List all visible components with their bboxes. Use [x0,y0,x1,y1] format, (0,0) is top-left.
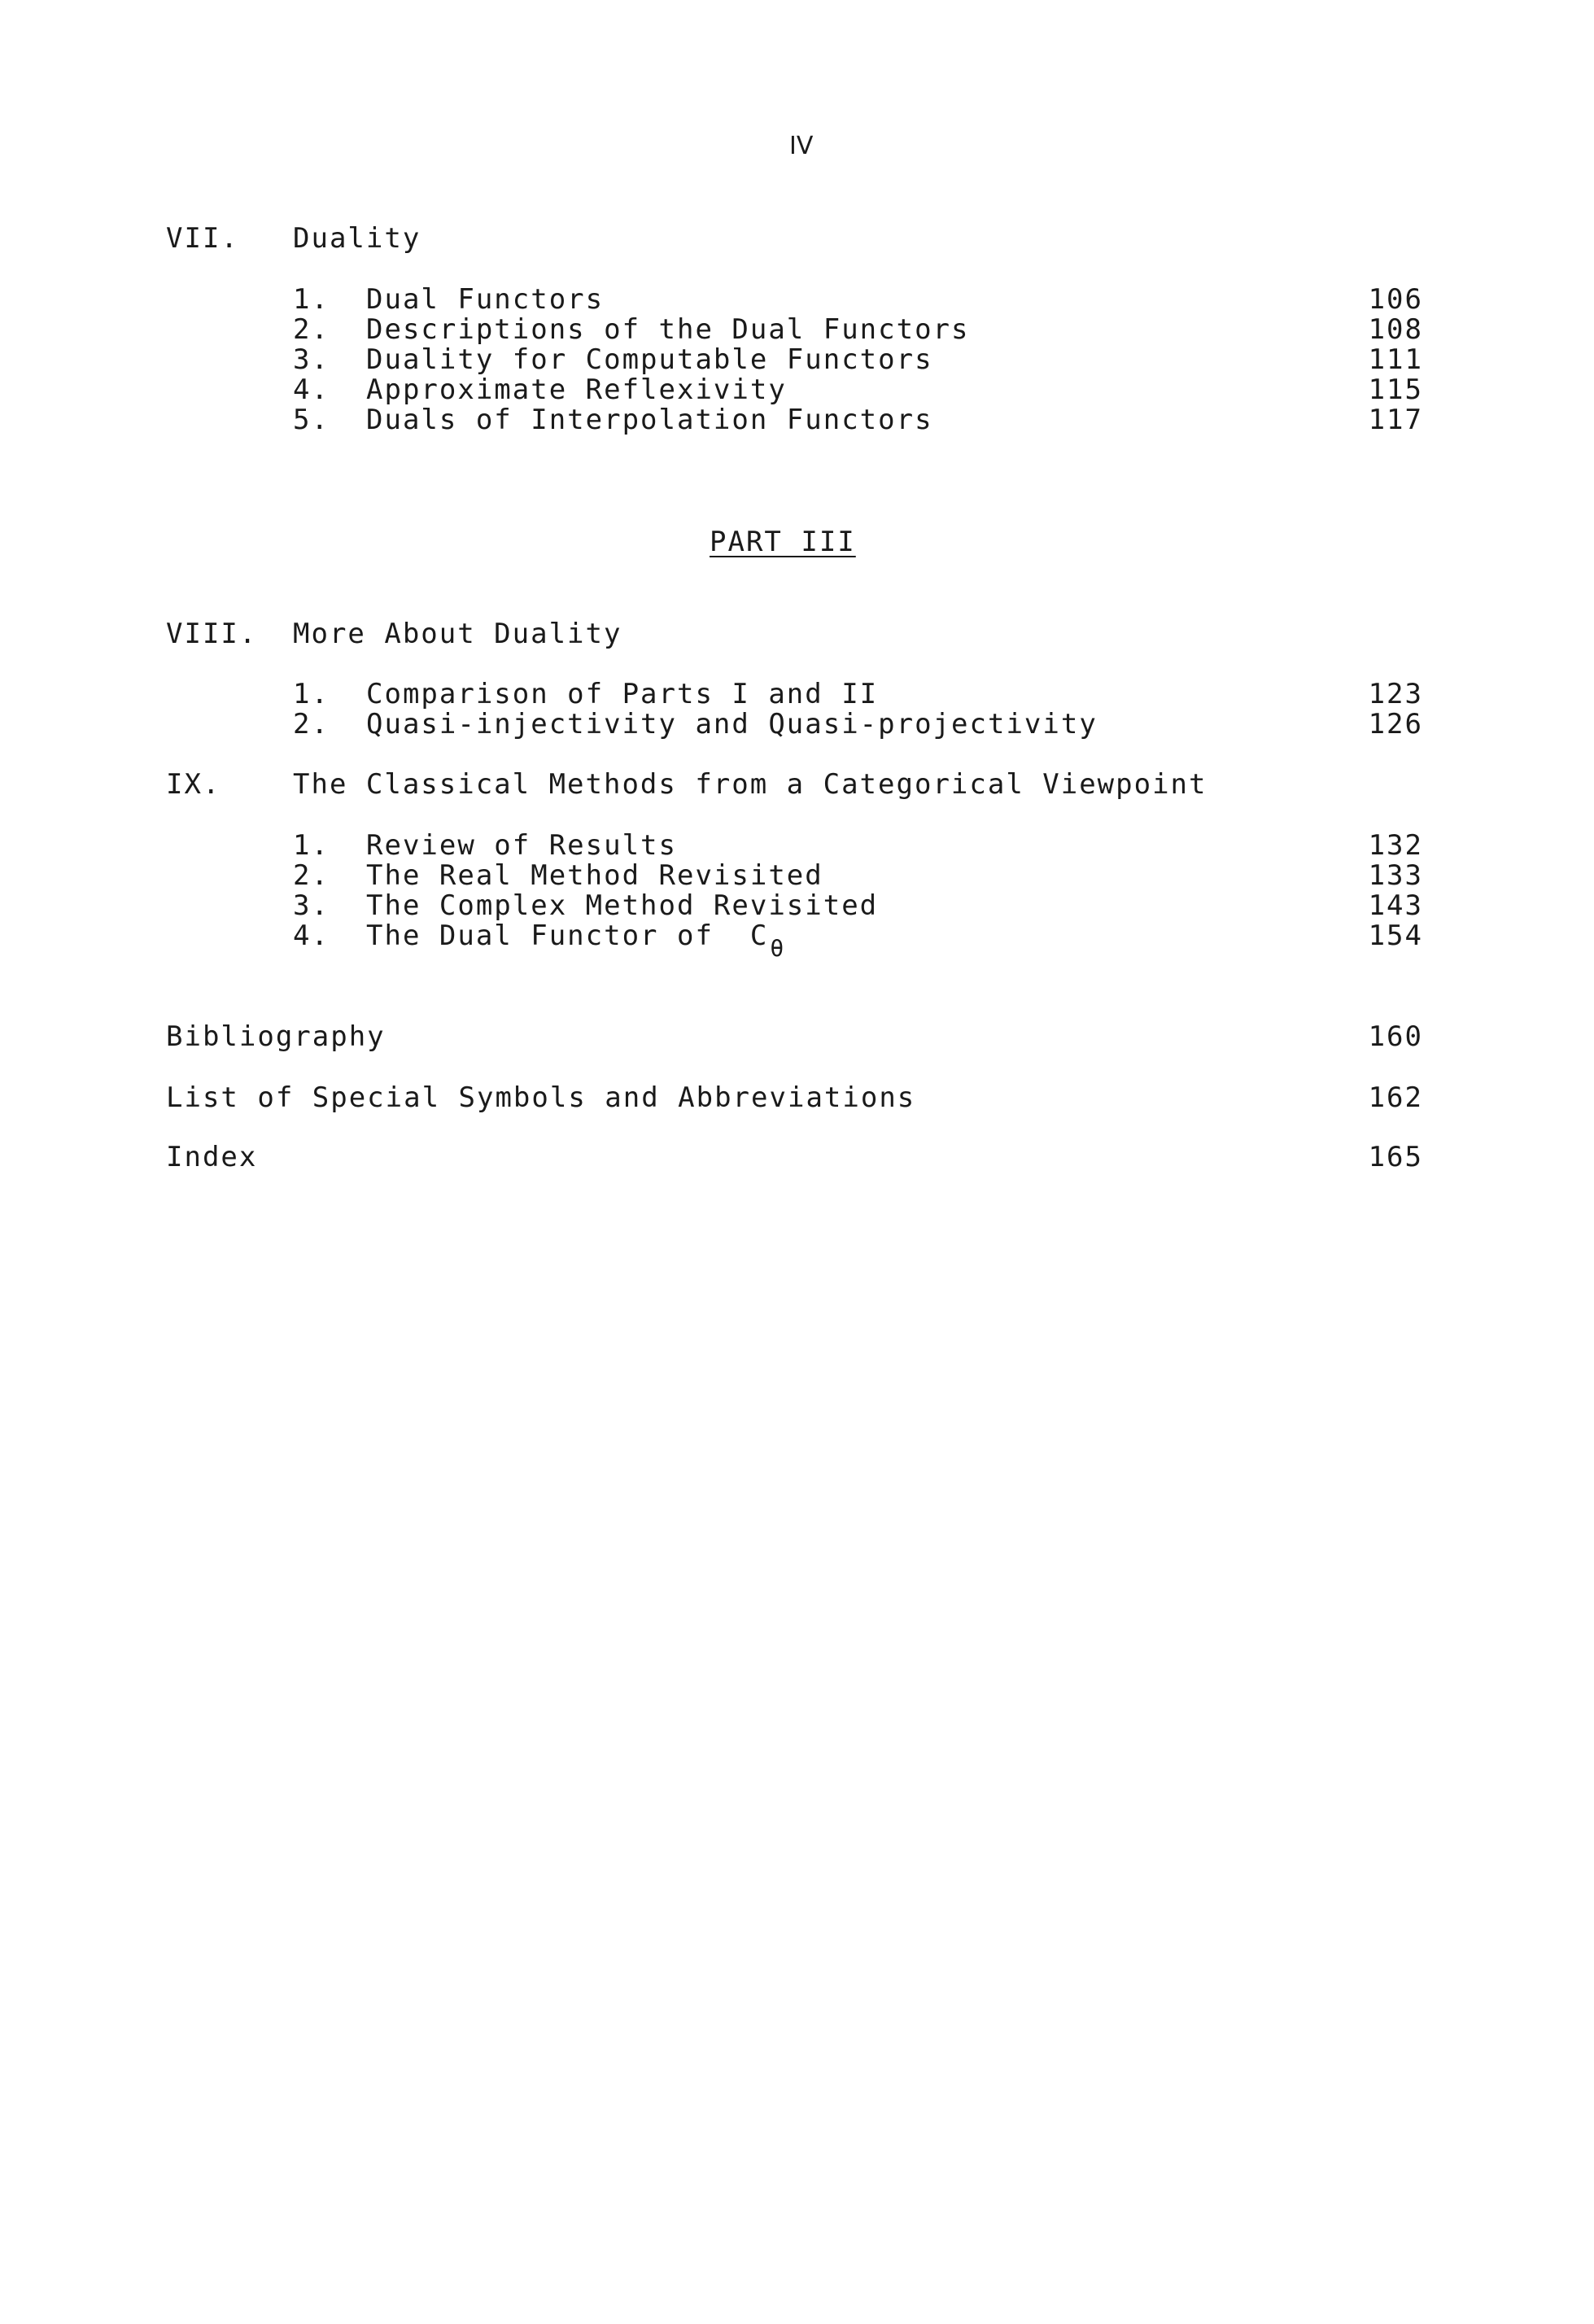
section-number: 1. [293,678,330,710]
part-heading: PART III [710,526,856,558]
section-number: 4. [293,374,330,406]
section-title-text: The Dual Functor of C [366,920,769,952]
chapter-ix-title: The Classical Methods from a Categorical Viewpoint [293,768,1208,801]
backmatter-page: 162 [1368,1081,1423,1114]
section-title: Review of Results [366,829,677,862]
section-title: Approximate Reflexivity [366,374,787,406]
section-page: 154 [1368,920,1423,952]
section-number: 5. [293,404,330,436]
page-number: IV [789,132,814,160]
chapter-viii-number: VIII. [166,618,258,650]
section-number: 3. [293,889,330,922]
chapter-ix-number: IX. [166,768,221,801]
section-number: 2. [293,859,330,892]
section-page: 123 [1368,678,1423,710]
section-number: 3. [293,343,330,376]
section-number: 4. [293,920,330,952]
section-number: 1. [293,829,330,862]
chapter-viii-title: More About Duality [293,618,622,650]
backmatter-page: 160 [1368,1020,1423,1053]
section-number: 2. [293,313,330,346]
chapter-vii-number: VII. [166,222,239,255]
section-title: The Real Method Revisited [366,859,823,892]
section-title: Duality for Computable Functors [366,343,933,376]
section-title: Descriptions of the Dual Functors [366,313,970,346]
section-page: 111 [1368,343,1423,376]
backmatter-title: Bibliography [166,1020,386,1053]
section-page: 106 [1368,283,1423,316]
chapter-vii-title: Duality [293,222,421,255]
section-title [366,920,784,962]
theta-subscript: θ [770,935,784,962]
section-page: 126 [1368,708,1423,740]
section-page: 133 [1368,859,1423,892]
backmatter-title: List of Special Symbols and Abbreviations [166,1081,916,1114]
section-title: Dual Functors [366,283,605,316]
section-title: Comparison of Parts I and II [366,678,879,710]
section-title: Duals of Interpolation Functors [366,404,933,436]
section-title: Quasi-injectivity and Quasi-projectivity [366,708,1098,740]
backmatter-page: 165 [1368,1141,1423,1173]
backmatter-title: Index [166,1141,258,1173]
section-page: 132 [1368,829,1423,862]
section-page: 117 [1368,404,1423,436]
section-page: 143 [1368,889,1423,922]
section-title: The Complex Method Revisited [366,889,879,922]
section-page: 115 [1368,374,1423,406]
section-number: 2. [293,708,330,740]
section-page: 108 [1368,313,1423,346]
section-number: 1. [293,283,330,316]
